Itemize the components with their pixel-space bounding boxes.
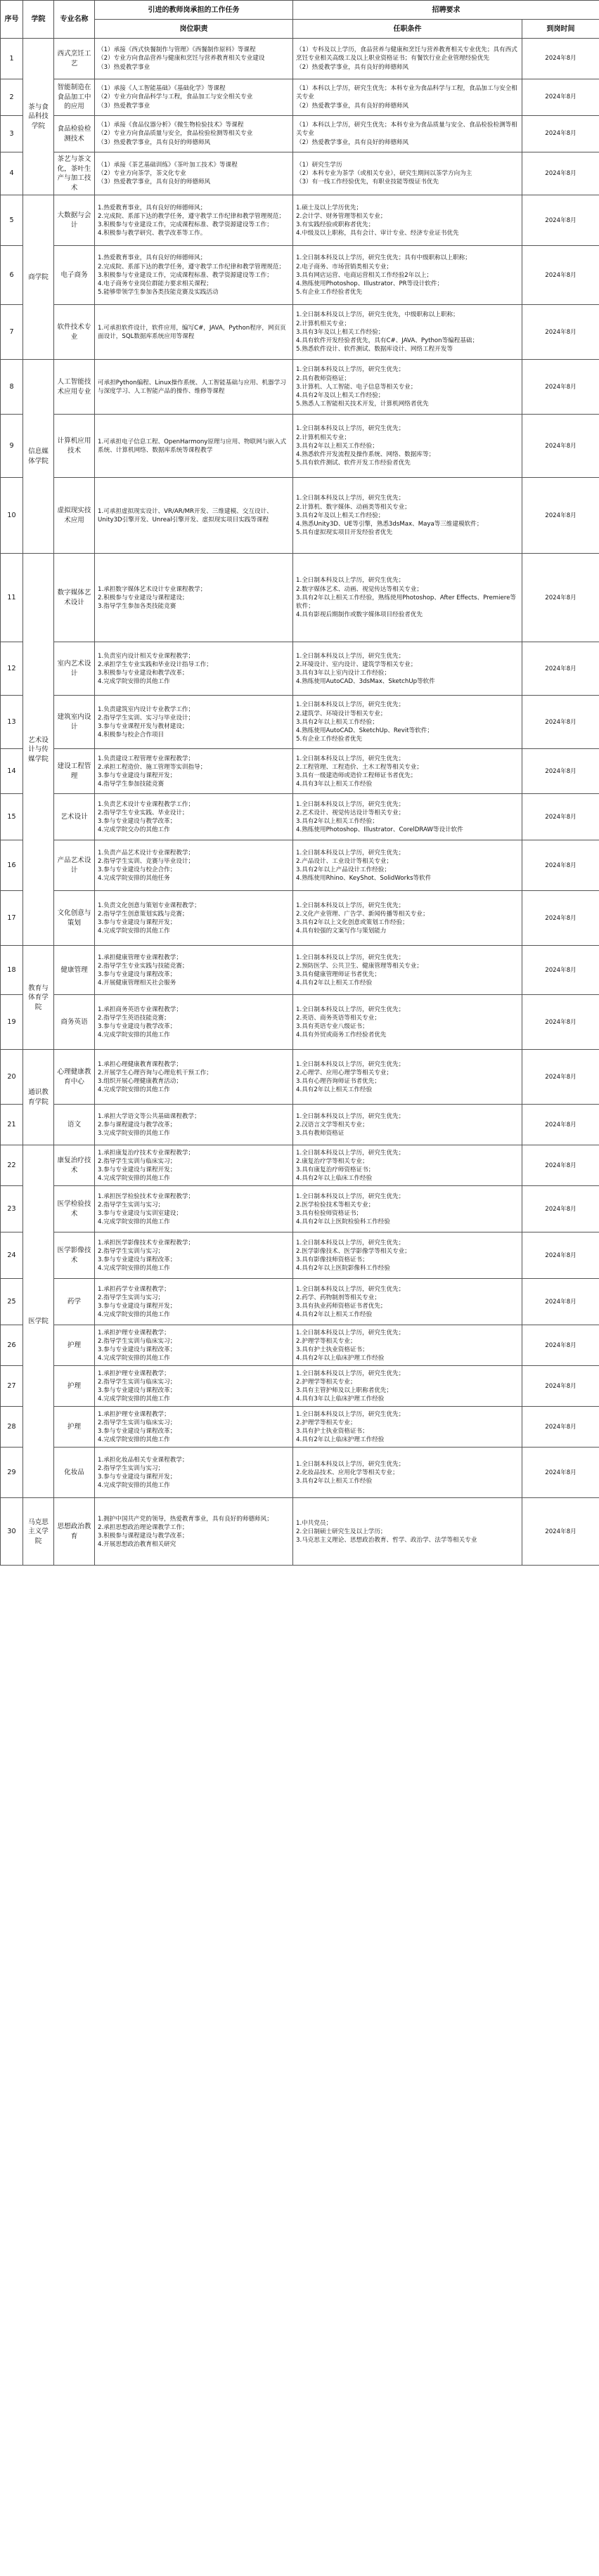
major-cell: 计算机应用技术 bbox=[54, 415, 95, 478]
row-number: 11 bbox=[1, 554, 23, 642]
major-cell: 建设工程管理 bbox=[54, 749, 95, 794]
duty-cell: 1.负责艺术设计专业课程教学工作； 2.指导学生专业实践、毕业设计； 3.参与专业建设与教学改革； 4.完成学院交办的其他工作 bbox=[95, 794, 293, 840]
arrival-time-cell: 2024年8月 bbox=[522, 749, 599, 794]
condition-cell: 1.全日制本科及以上学历，研究生优先； 2.计算机相关专业； 3.具有2年以上相关工作经验； 4.熟悉软件开发流程及操作系统、网络、数据库等； 5.具有软件测试、软件开发工作经验者优先 bbox=[293, 415, 522, 478]
table-row bbox=[1, 79, 599, 116]
condition-cell: 1.全日制本科及以上学历，研究生优先； 2.康复治疗学等相关专业； 3.具有康复治疗师资格证书； 4.具有2年以上临床工作经验 bbox=[293, 1145, 522, 1186]
major-cell: 数字媒体艺术设计 bbox=[54, 554, 95, 642]
arrival-time-cell: 2024年8月 bbox=[522, 1186, 599, 1232]
major-cell: 医学影像技术 bbox=[54, 1232, 95, 1279]
arrival-time-cell: 2024年8月 bbox=[522, 1407, 599, 1448]
row-number: 4 bbox=[1, 152, 23, 195]
duty-cell: 1.热爱教育事业，具有良好的师德师风； 2.完成院、系部下达的教学任务，遵守教学工作纪律和教学管理规范； 3.积极参与专业建设工作，完成课程标准、教学资源建设等工作； 4.积极参与教学研究、教学改革等工作。 bbox=[95, 195, 293, 246]
duty-cell: 1.负责文化创意与策划专业课程教学； 2.指导学生创意策划实践与竞赛； 3.参与专业建设与课程开发； 4.完成学院安排的其他工作 bbox=[95, 891, 293, 946]
duty-cell: 1.承担医学检验技术专业课程教学； 2.指导学生实训与实习； 3.参与专业建设与实训室建设； 4.完成学院安排的其他工作 bbox=[95, 1186, 293, 1232]
row-number: 9 bbox=[1, 415, 23, 478]
table-row bbox=[1, 1279, 599, 1325]
duty-cell: 1.承担健康管理专业课程教学； 2.指导学生专业实践与技能竞赛； 3.参与专业建设与课程改革； 4.开展健康管理相关社会服务 bbox=[95, 946, 293, 995]
condition-cell: 1.全日制本科及以上学历，研究生优先； 2.药学、药物制剂等相关专业； 3.具有执业药师资格证书者优先； 4.具有2年以上相关工作经验 bbox=[293, 1279, 522, 1325]
arrival-time-cell: 2024年8月 bbox=[522, 1232, 599, 1279]
table-row bbox=[1, 840, 599, 891]
college-cell: 教育与体育学院 bbox=[23, 946, 54, 1050]
major-cell: 药学 bbox=[54, 1279, 95, 1325]
major-cell: 语文 bbox=[54, 1105, 95, 1145]
table-row bbox=[1, 554, 599, 642]
condition-cell: （1）本科以上学历，研究生优先；本科专业为食品科学与工程，食品加工与安全相关专业 （2）热爱教学事业，具有良好的师德师风 bbox=[293, 79, 522, 116]
header-no: 序号 bbox=[1, 1, 23, 39]
row-number: 30 bbox=[1, 1498, 23, 1566]
major-cell: 康复治疗技术 bbox=[54, 1145, 95, 1186]
duty-cell: 1.负责产品艺术设计专业课程教学； 2.指导学生实训、竞赛与毕业设计； 3.参与专业建设与校企合作； 4.完成学院安排的其他任务 bbox=[95, 840, 293, 891]
major-cell: 电子商务 bbox=[54, 246, 95, 305]
table-row bbox=[1, 794, 599, 840]
condition-cell: 1.全日制本科及以上学历，研究生优先； 2.医学检验技术等相关专业； 3.具有检验师资格证书； 4.具有2年以上医院检验科工作经验 bbox=[293, 1186, 522, 1232]
college-cell: 信息媒体学院 bbox=[23, 360, 54, 554]
table-row bbox=[1, 152, 599, 195]
arrival-time-cell: 2024年8月 bbox=[522, 554, 599, 642]
college-cell: 医学院 bbox=[23, 1145, 54, 1498]
row-number: 12 bbox=[1, 642, 23, 696]
duty-cell: 1.负责建筑室内设计专业教学工作； 2.指导学生实训、实习与毕业设计； 3.参与专业课程开发与教材建设； 4.积极参与校企合作项目 bbox=[95, 696, 293, 749]
arrival-time-cell: 2024年8月 bbox=[522, 116, 599, 152]
row-number: 19 bbox=[1, 995, 23, 1050]
duty-cell: 1.承担心理健康教育课程教学； 2.开展学生心理咨询与心理危机干预工作； 3.组织开展心理健康教育活动； 4.完成学院安排的其他工作 bbox=[95, 1050, 293, 1105]
condition-cell: （1）本科以上学历，研究生优先；本科专业为食品质量与安全、食品检验检测等相关专业 （2）热爱教学事业，具有良好的师德师风 bbox=[293, 116, 522, 152]
arrival-time-cell: 2024年8月 bbox=[522, 1498, 599, 1566]
duty-cell: 可承担Python编程、Linux操作系统、人工智能基础与应用、机器学习与深度学习、人工智能产品的操作、维修等课程 bbox=[95, 360, 293, 415]
table-row bbox=[1, 415, 599, 478]
row-number: 28 bbox=[1, 1407, 23, 1448]
row-number: 14 bbox=[1, 749, 23, 794]
table-row bbox=[1, 360, 599, 415]
college-cell: 通识教育学院 bbox=[23, 1050, 54, 1145]
major-cell: 护理 bbox=[54, 1407, 95, 1448]
duty-cell: 1.承担康复治疗技术专业课程教学； 2.指导学生实训与临床实习； 3.参与专业建设与课程开发； 4.完成学院安排的其他工作 bbox=[95, 1145, 293, 1186]
arrival-time-cell: 2024年8月 bbox=[522, 1325, 599, 1366]
college-cell: 艺术设计与传媒学院 bbox=[23, 554, 54, 946]
arrival-time-cell: 2024年8月 bbox=[522, 1145, 599, 1186]
row-number: 24 bbox=[1, 1232, 23, 1279]
condition-cell: 1.全日制本科及以上学历，研究生优先； 2.护理学等相关专业； 3.具有护士执业资格证书； 4.具有2年以上临床护理工作经验 bbox=[293, 1325, 522, 1366]
major-cell: 心理健康教育中心 bbox=[54, 1050, 95, 1105]
duty-cell: 1.承担护理专业课程教学； 2.指导学生实训与临床实习； 3.参与专业建设与课程改革； 4.完成学院安排的其他工作 bbox=[95, 1366, 293, 1407]
table-row bbox=[1, 1448, 599, 1498]
row-number: 1 bbox=[1, 39, 23, 79]
major-cell: 思想政治教育 bbox=[54, 1498, 95, 1566]
row-number: 22 bbox=[1, 1145, 23, 1186]
condition-cell: 1.全日制本科及以上学历，研究生优先； 2.计算机、数字媒体、动画类等相关专业； 3.具有2年及以上相关工作经验； 4.熟悉Unity3D、UE等引擎，熟悉3dsMax、Maya等三维建模软件； 5.具有虚拟现实项目开发经验者优先 bbox=[293, 478, 522, 554]
duty-cell: （1）承接《西式快餐制作与管理》《西餐制作原料》等课程 （2）专业方向食品营养与健康和烹饪与营养教育相关专业建设 （3）热爱教学事业 bbox=[95, 39, 293, 79]
row-number: 23 bbox=[1, 1186, 23, 1232]
major-cell: 软件技术专业 bbox=[54, 305, 95, 360]
duty-cell: 1.负责室内设计相关专业课程教学； 2.承担学生专业实践和毕业设计指导工作； 3.积极参与专业建设和教学改革； 4.完成学院安排的其他工作 bbox=[95, 642, 293, 696]
arrival-time-cell: 2024年8月 bbox=[522, 1279, 599, 1325]
row-number: 16 bbox=[1, 840, 23, 891]
duty-cell: 1.承担医学影像技术专业课程教学； 2.指导学生实训与实习； 3.参与专业建设与课程改革； 4.完成学院安排的其他工作 bbox=[95, 1232, 293, 1279]
table-row bbox=[1, 891, 599, 946]
major-cell: 建筑室内设计 bbox=[54, 696, 95, 749]
condition-cell: 1.全日制本科及以上学历，研究生优先； 2.化妆品技术、应用化学等相关专业； 3.具有2年以上相关工作经验 bbox=[293, 1448, 522, 1498]
row-number: 20 bbox=[1, 1050, 23, 1105]
table-row bbox=[1, 1232, 599, 1279]
row-number: 2 bbox=[1, 79, 23, 116]
major-cell: 护理 bbox=[54, 1325, 95, 1366]
college-cell: 商学院 bbox=[23, 195, 54, 360]
header-time: 到岗时间 bbox=[522, 20, 599, 39]
condition-cell: 1.全日制本科及以上学历，研究生优先； 2.护理学等相关专业； 3.具有护士执业资格证书； 4.具有2年以上临床护理工作经验 bbox=[293, 1407, 522, 1448]
condition-cell: （1）研究生学历 （2）本科专业为茶学（或相关专业），研究生期间以茶学方向为主 （3）有一线工作经验优先，有职业技能等级证书优先 bbox=[293, 152, 522, 195]
arrival-time-cell: 2024年8月 bbox=[522, 360, 599, 415]
condition-cell: 1.全日制本科及以上学历，研究生优先； 2.医学影像技术、医学影像学等相关专业； 3.具有影像技师资格证书； 4.具有2年以上医院影像科工作经验 bbox=[293, 1232, 522, 1279]
row-number: 15 bbox=[1, 794, 23, 840]
condition-cell: 1.全日制本科及以上学历，研究生优先； 2.数字媒体艺术、动画、视觉传达等相关专业； 3.具有2年以上相关工作经验，熟练使用Photoshop、After Effects、Premiere等软件； 4.具有影视后期制作或数字媒体项目经验者优先 bbox=[293, 554, 522, 642]
duty-cell: （1）承接《食品仪器分析》《微生物检验技术》等课程 （2）专业方向食品质量与安全，食品检验检测等相关专业 （3）热爱教学事业，具有良好的师德师风 bbox=[95, 116, 293, 152]
arrival-time-cell: 2024年8月 bbox=[522, 995, 599, 1050]
condition-cell: 1.全日制本科及以上学历，研究生优先； 2.汉语言文学等相关专业； 3.具有教师资格证 bbox=[293, 1105, 522, 1145]
condition-cell: 1.全日制本科及以上学历，研究生优先； 2.护理学等相关专业； 3.具有主管护师及以上职称者优先； 4.具有3年以上临床护理工作经验 bbox=[293, 1366, 522, 1407]
duty-cell: 1.承担护理专业课程教学； 2.指导学生实训与临床实习； 3.参与专业建设与课程改革； 4.完成学院安排的其他工作 bbox=[95, 1407, 293, 1448]
condition-cell: 1.硕士及以上学历优先； 2.会计学、财务管理等相关专业； 3.有实践经验或职称者优先； 4.中级及以上职称，具有会计、审计专业、经济专业证书优先 bbox=[293, 195, 522, 246]
table-row bbox=[1, 1407, 599, 1448]
row-number: 8 bbox=[1, 360, 23, 415]
major-cell: 产品艺术设计 bbox=[54, 840, 95, 891]
arrival-time-cell: 2024年8月 bbox=[522, 415, 599, 478]
duty-cell: （1）承接《茶艺基础训练》《茶叶加工技术》等课程 （2）专业方向茶学，茶文化专业 （3）热爱教学事业，具有良好的师德师风 bbox=[95, 152, 293, 195]
table-row bbox=[1, 39, 599, 79]
row-number: 10 bbox=[1, 478, 23, 554]
condition-cell: 1.全日制本科及以上学历，研究生优先； 2.艺术设计、视觉传达设计等相关专业； 3.具有2年以上相关工作经验； 4.熟练使用Photoshop、Illustrator、CorelDRAW等设计软件 bbox=[293, 794, 522, 840]
header-duty: 岗位职责 bbox=[95, 20, 293, 39]
condition-cell: 1.全日制本科及以上学历，研究生优先，中级职称以上职称； 2.计算机相关专业； 3.具有3年及以上相关工作经验； 4.具有软件开发经验者优先，具有C#、JAVA、Python等编程基础； 5.熟悉软件设计、软件测试、数据库设计、网络工程开发等 bbox=[293, 305, 522, 360]
row-number: 26 bbox=[1, 1325, 23, 1366]
arrival-time-cell: 2024年8月 bbox=[522, 305, 599, 360]
duty-cell: 1.承担数字媒体艺术设计专业课程教学； 2.积极参与专业建设与课程建设； 3.指导学生参加各类技能竞赛 bbox=[95, 554, 293, 642]
table-body bbox=[1, 39, 599, 1566]
duty-cell: 1.承担大学语文等公共基础课程教学； 2.参与课程建设与教学改革； 3.完成学院安排的其他工作 bbox=[95, 1105, 293, 1145]
arrival-time-cell: 2024年8月 bbox=[522, 478, 599, 554]
duty-cell: （1）承接《人工智能基础》《基础化学》等课程 （2）专业方向食品科学与工程，食品加工与安全相关专业 （3）热爱教学事业 bbox=[95, 79, 293, 116]
row-number: 5 bbox=[1, 195, 23, 246]
header-major: 专业名称 bbox=[54, 1, 95, 39]
arrival-time-cell: 2024年8月 bbox=[522, 152, 599, 195]
row-number: 17 bbox=[1, 891, 23, 946]
table-row bbox=[1, 116, 599, 152]
condition-cell: 1.全日制本科及以上学历，研究生优先； 2.产品设计、工业设计等相关专业； 3.具有2年以上产品设计工作经验； 4.熟练使用Rhino、KeyShot、SolidWorks等软件 bbox=[293, 840, 522, 891]
duty-cell: 1.热爱教育事业，具有良好的师德师风； 2.完成院、系部下达的教学任务，遵守教学工作纪律和教学管理规范； 3.积极参与专业建设工作，完成课程标准、教学资源建设等工作； 4.电子商务专业岗位群能力要求相关课程； 5.能够带领学生参加各类技能竞赛及实践活动 bbox=[95, 246, 293, 305]
duty-cell: 1.拥护中国共产党的领导，热爱教育事业，具有良好的师德师风； 2.承担思想政治理论课教学工作； 3.积极参与课程建设与教学改革； 4.开展思想政治教育相关研究 bbox=[95, 1498, 293, 1566]
major-cell: 健康管理 bbox=[54, 946, 95, 995]
major-cell: 文化创意与策划 bbox=[54, 891, 95, 946]
duty-cell: 1.承担护理专业课程教学； 2.指导学生实训与临床实习； 3.参与专业建设与课程改革； 4.完成学院安排的其他工作 bbox=[95, 1325, 293, 1366]
arrival-time-cell: 2024年8月 bbox=[522, 1105, 599, 1145]
row-number: 27 bbox=[1, 1366, 23, 1407]
table-row bbox=[1, 1105, 599, 1145]
major-cell: 护理 bbox=[54, 1366, 95, 1407]
major-cell: 医学检验技术 bbox=[54, 1186, 95, 1232]
major-cell: 虚拟现实技术应用 bbox=[54, 478, 95, 554]
table-row bbox=[1, 696, 599, 749]
table-row bbox=[1, 478, 599, 554]
arrival-time-cell: 2024年8月 bbox=[522, 1448, 599, 1498]
row-number: 7 bbox=[1, 305, 23, 360]
condition-cell: 1.全日制本科及以上学历，研究生优先； 2.环境设计、室内设计、建筑学等相关专业； 3.具有3年以上室内设计工作经验； 4.熟练使用AutoCAD、3dsMax、SketchUp等软件 bbox=[293, 642, 522, 696]
table-row bbox=[1, 246, 599, 305]
arrival-time-cell: 2024年8月 bbox=[522, 891, 599, 946]
duty-cell: 1.负责建设工程管理专业课程教学； 2.承担工程造价、施工管理等实训指导； 3.参与专业建设与课程开发； 4.指导学生参加技能竞赛 bbox=[95, 749, 293, 794]
row-number: 21 bbox=[1, 1105, 23, 1145]
condition-cell: 1.全日制本科及以上学历，研究生优先； 2.心理学、应用心理学等相关专业； 3.具有心理咨询师证书者优先； 4.具有2年以上相关工作经验 bbox=[293, 1050, 522, 1105]
condition-cell: 1.全日制本科及以上学历，研究生优先； 2.文化产业管理、广告学、新闻传播等相关专业； 3.具有2年以上文化创意或策划工作经验； 4.具有较强的文案写作与策划能力 bbox=[293, 891, 522, 946]
major-cell: 智能制造在食品加工中的应用 bbox=[54, 79, 95, 116]
duty-cell: 1.可承担虚拟现实设计、VR/AR/MR开发、三维建模、交互设计、Unity3D引擎开发、Unreal引擎开发、虚拟现实项目实践等课程 bbox=[95, 478, 293, 554]
college-cell: 茶与食品科技学院 bbox=[23, 39, 54, 195]
row-number: 18 bbox=[1, 946, 23, 995]
table-row bbox=[1, 1498, 599, 1566]
table-row bbox=[1, 642, 599, 696]
major-cell: 室内艺术设计 bbox=[54, 642, 95, 696]
table-row bbox=[1, 1186, 599, 1232]
major-cell: 茶艺与茶文化，茶叶生产与加工技术 bbox=[54, 152, 95, 195]
major-cell: 艺术设计 bbox=[54, 794, 95, 840]
table-row bbox=[1, 946, 599, 995]
major-cell: 食品检验检测技术 bbox=[54, 116, 95, 152]
header-duty-group: 引进的教师岗承担的工作任务 bbox=[95, 1, 293, 20]
duty-cell: 1.可承担软件设计，软件应用，编写C#，JAVA，Python程序，网页页面设计，SQL数据库系统应用等课程 bbox=[95, 305, 293, 360]
row-number: 6 bbox=[1, 246, 23, 305]
row-number: 3 bbox=[1, 116, 23, 152]
table-row bbox=[1, 305, 599, 360]
condition-cell: 1.全日制本科及以上学历，研究生优先； 2.具有教师资格证； 3.计算机、人工智能、电子信息等相关专业； 4.具有2年及以上相关工作经验； 5.熟悉人工智能相关技术开发，计算机网络者优先 bbox=[293, 360, 522, 415]
major-cell: 化妆品 bbox=[54, 1448, 95, 1498]
table-row bbox=[1, 1366, 599, 1407]
duty-cell: 1.承担药学专业课程教学； 2.指导学生实训与实习； 3.参与专业建设与课程开发； 4.完成学院安排的其他工作 bbox=[95, 1279, 293, 1325]
table-row bbox=[1, 749, 599, 794]
arrival-time-cell: 2024年8月 bbox=[522, 39, 599, 79]
college-cell: 马克思主义学院 bbox=[23, 1498, 54, 1566]
major-cell: 商务英语 bbox=[54, 995, 95, 1050]
header-cond: 任职条件 bbox=[293, 20, 522, 39]
condition-cell: （1）专科及以上学历，食品营养与健康和烹饪与营养教育相关专业优先；具有西式烹饪专业相关高级工及以上职业资格证书；有餐饮行业企业管理经验优先 （2）热爱教学事业，具有良好的师德师风 bbox=[293, 39, 522, 79]
major-cell: 西式烹饪工艺 bbox=[54, 39, 95, 79]
arrival-time-cell: 2024年8月 bbox=[522, 195, 599, 246]
table-header-row bbox=[1, 1, 599, 20]
duty-cell: 1.承担商务英语专业课程教学； 2.指导学生英语技能竞赛； 3.参与专业建设与教学改革； 4.完成学院安排的其他工作 bbox=[95, 995, 293, 1050]
table-row bbox=[1, 995, 599, 1050]
arrival-time-cell: 2024年8月 bbox=[522, 642, 599, 696]
condition-cell: 1.全日制本科及以上学历，研究生优先； 2.工程管理、工程造价、土木工程等相关专业； 3.具有一级建造师或造价工程师证书者优先； 4.具有3年以上相关工作经验 bbox=[293, 749, 522, 794]
header-college: 学院 bbox=[23, 1, 54, 39]
arrival-time-cell: 2024年8月 bbox=[522, 840, 599, 891]
row-number: 13 bbox=[1, 696, 23, 749]
major-cell: 大数据与会计 bbox=[54, 195, 95, 246]
condition-cell: 1.全日制本科及以上学历，研究生优先； 2.建筑学、环境设计等相关专业； 3.具有2年以上相关工作经验； 4.熟练使用AutoCAD、SketchUp、Revit等软件； 5.有企业工作经验者优先 bbox=[293, 696, 522, 749]
arrival-time-cell: 2024年8月 bbox=[522, 1366, 599, 1407]
condition-cell: 1.中共党员； 2.全日制硕士研究生及以上学历； 3.马克思主义理论、思想政治教育、哲学、政治学、法学等相关专业 bbox=[293, 1498, 522, 1566]
duty-cell: 1.可承担电子信息工程、OpenHarmony原理与应用、物联网与嵌入式系统、计算机网络、数据库系统等课程教学 bbox=[95, 415, 293, 478]
arrival-time-cell: 2024年8月 bbox=[522, 1050, 599, 1105]
table-row bbox=[1, 1145, 599, 1186]
arrival-time-cell: 2024年8月 bbox=[522, 79, 599, 116]
header-req-group: 招聘要求 bbox=[293, 1, 599, 20]
condition-cell: 1.全日制本科及以上学历，研究生优先； 2.英语、商务英语等相关专业； 3.具有英语专业八级证书； 4.具有外贸或商务工作经验者优先 bbox=[293, 995, 522, 1050]
condition-cell: 1.全日制本科及以上学历，研究生优先； 2.预防医学、公共卫生、健康管理等相关专业； 3.具有健康管理师证书者优先； 4.具有2年以上相关工作经验 bbox=[293, 946, 522, 995]
row-number: 25 bbox=[1, 1279, 23, 1325]
table-row bbox=[1, 1050, 599, 1105]
arrival-time-cell: 2024年8月 bbox=[522, 946, 599, 995]
condition-cell: 1.全日制本科及以上学历，研究生优先；具有中级职称以上职称； 2.电子商务、市场营销类相关专业； 3.具有网店运营、电商运营相关工作经验2年以上； 4.熟练使用Photoshop、Illustrator、PR等设计软件； 5.有企业工作经验者优先 bbox=[293, 246, 522, 305]
arrival-time-cell: 2024年8月 bbox=[522, 246, 599, 305]
table-row bbox=[1, 1325, 599, 1366]
table-row bbox=[1, 195, 599, 246]
major-cell: 人工智能技术应用专业 bbox=[54, 360, 95, 415]
row-number: 29 bbox=[1, 1448, 23, 1498]
arrival-time-cell: 2024年8月 bbox=[522, 696, 599, 749]
arrival-time-cell: 2024年8月 bbox=[522, 794, 599, 840]
duty-cell: 1.承担化妆品相关专业课程教学； 2.指导学生实训与实习； 3.参与专业建设与课程开发； 4.完成学院安排的其他工作 bbox=[95, 1448, 293, 1498]
